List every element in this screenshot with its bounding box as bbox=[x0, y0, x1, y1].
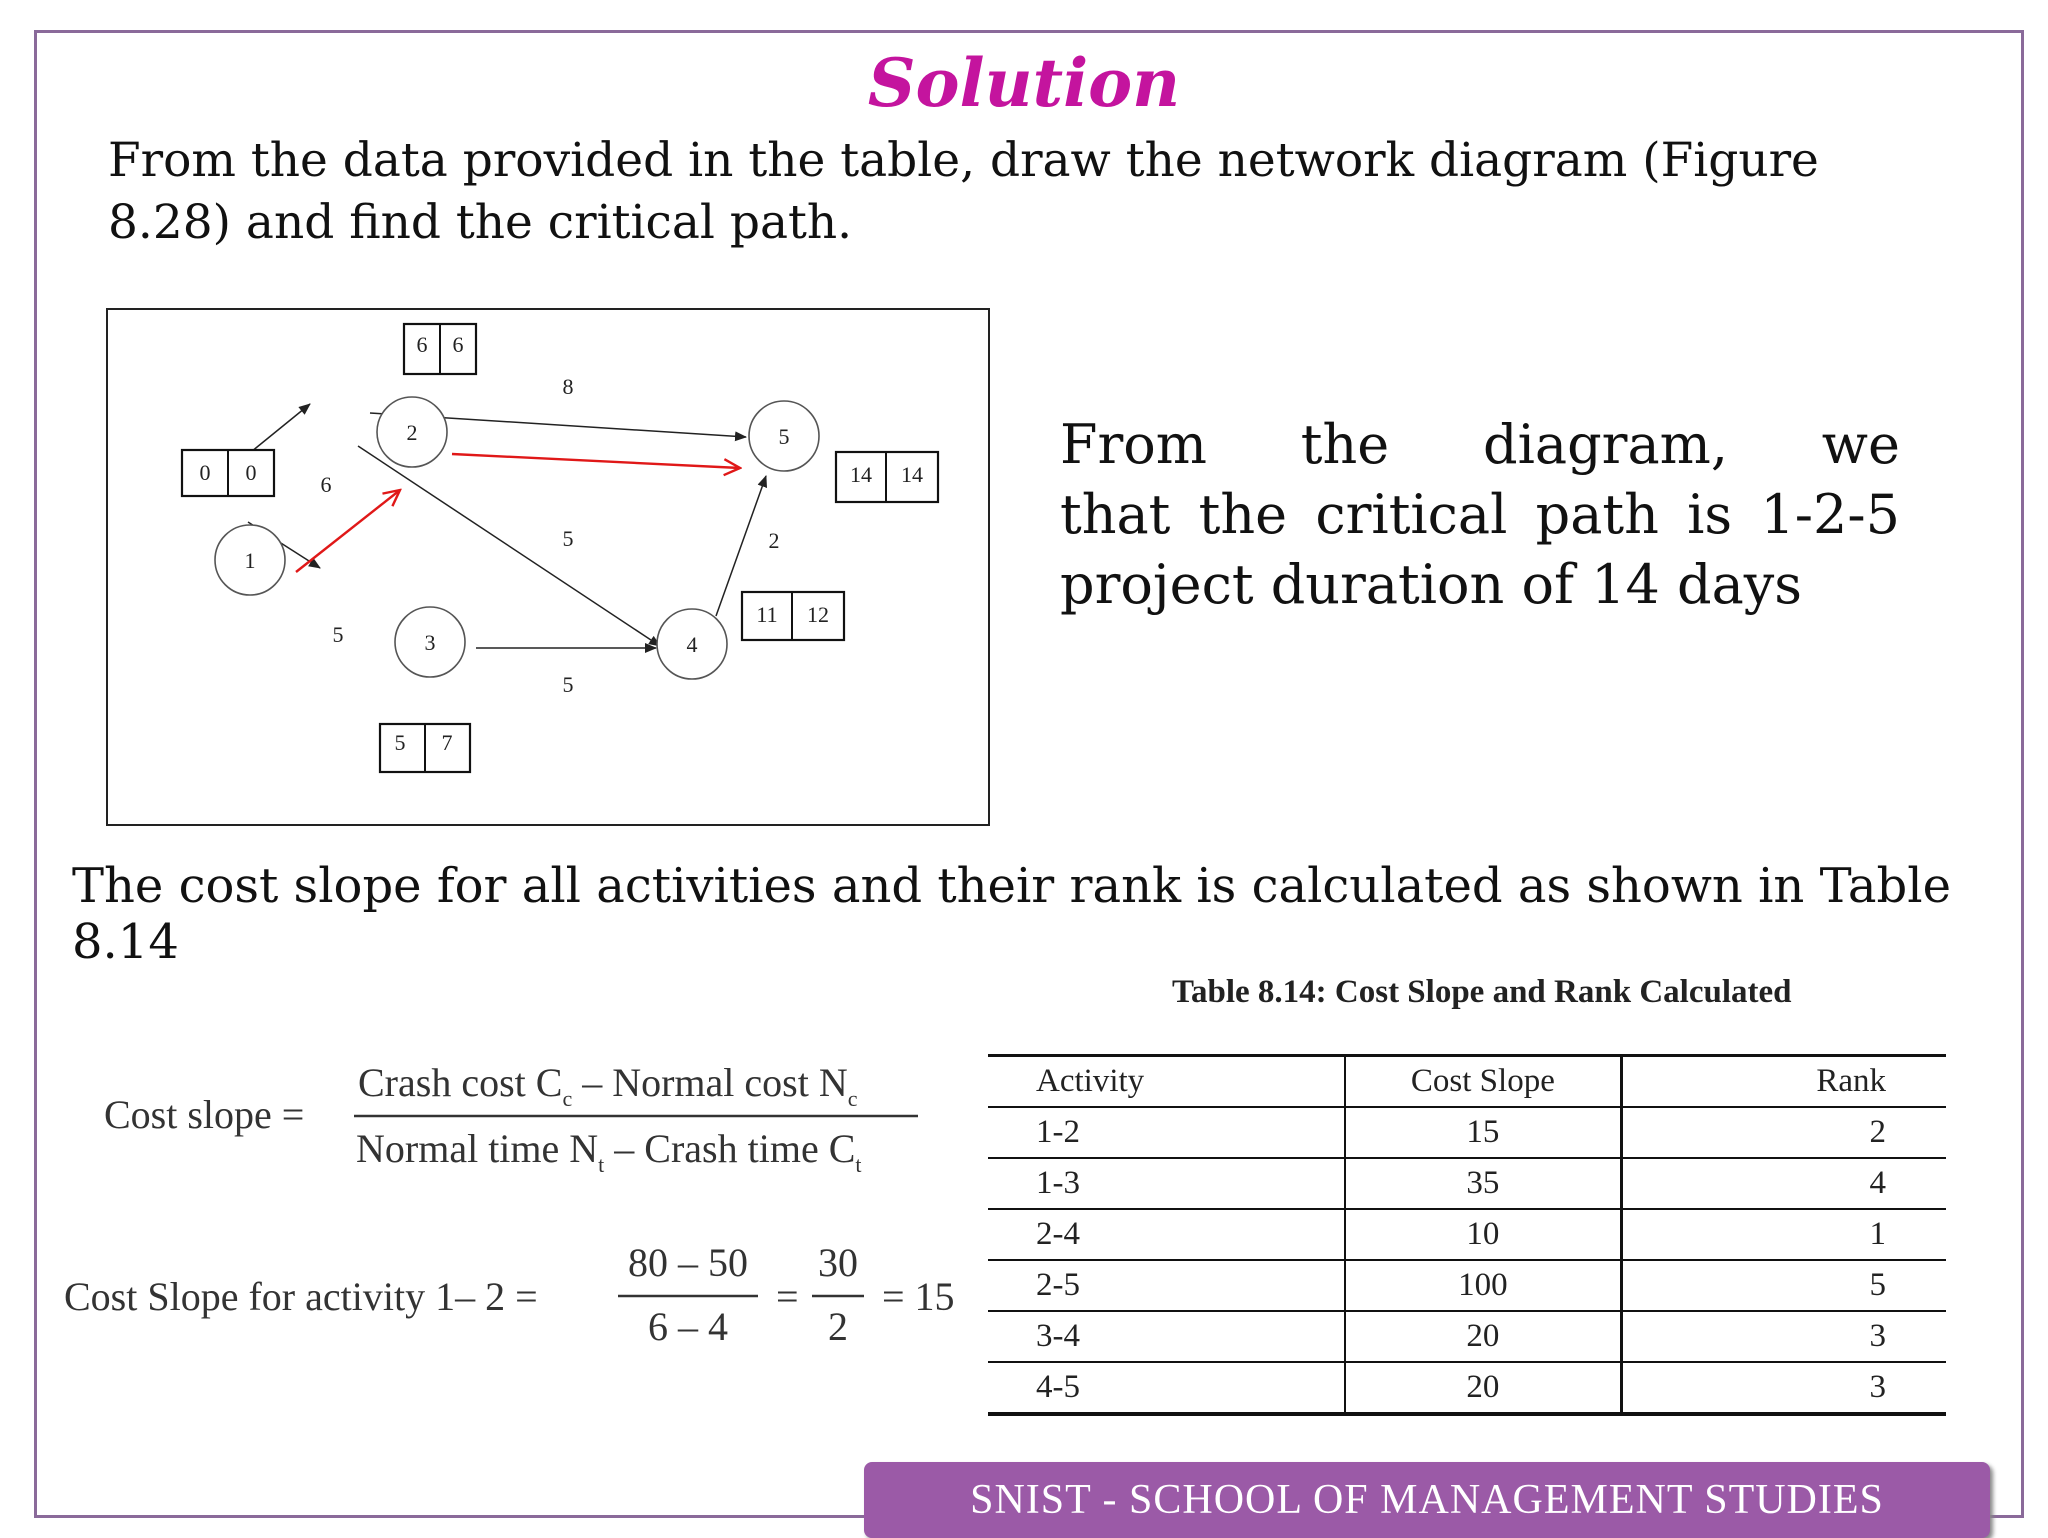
edge-3-4-duration: 5 bbox=[562, 672, 574, 697]
cost-slope-cell: 20 bbox=[1345, 1311, 1622, 1362]
example-denominator-2: 2 bbox=[828, 1304, 848, 1349]
timebox-node-1 bbox=[182, 450, 274, 496]
cost-slope-cell: 35 bbox=[1345, 1158, 1622, 1209]
node-1-earliest: 0 bbox=[199, 460, 211, 485]
cost-slope-table bbox=[988, 1054, 1946, 1416]
rank-cell: 3 bbox=[1621, 1311, 1946, 1362]
table-row bbox=[988, 1311, 1946, 1362]
table-header-row bbox=[988, 1056, 1946, 1108]
activity-cell: 2-5 bbox=[988, 1260, 1345, 1311]
header-activity: Activity bbox=[988, 1056, 1345, 1108]
footer-banner: SNIST - SCHOOL OF MANAGEMENT STUDIES bbox=[864, 1462, 1990, 1538]
activity-cell: 2-4 bbox=[988, 1209, 1345, 1260]
critical-arrow-1-2 bbox=[296, 490, 400, 572]
edge-2-4 bbox=[358, 446, 660, 646]
node-1-label: 1 bbox=[244, 548, 256, 573]
rank-cell: 5 bbox=[1621, 1260, 1946, 1311]
edge-1-3-duration: 5 bbox=[332, 622, 344, 647]
observation-line-3: project duration of 14 days bbox=[1060, 553, 1802, 616]
rank-cell: 1 bbox=[1621, 1209, 1946, 1260]
example-equals: = bbox=[776, 1274, 799, 1319]
timebox-node-5 bbox=[836, 452, 938, 502]
table-caption: Table 8.14: Cost Slope and Rank Calculated bbox=[1172, 974, 1792, 1010]
example-lhs: Cost Slope for activity 1– 2 = bbox=[64, 1274, 538, 1319]
node-1-latest: 0 bbox=[245, 460, 257, 485]
formula-lhs: Cost slope = bbox=[104, 1092, 305, 1137]
node-5 bbox=[749, 401, 819, 471]
cost-slope-cell: 20 bbox=[1345, 1362, 1622, 1414]
rank-cell: 3 bbox=[1621, 1362, 1946, 1414]
timebox-node-2 bbox=[404, 324, 476, 374]
formula-numerator: Crash cost $C_c$ – Normal cost $N_c$ bbox=[358, 1060, 858, 1111]
node-1 bbox=[215, 525, 285, 595]
node-3-latest: 7 bbox=[441, 730, 453, 755]
node-3-earliest: 5 bbox=[394, 730, 406, 755]
table-row bbox=[988, 1209, 1946, 1260]
timebox-node-3 bbox=[380, 724, 470, 772]
example-result: = 15 bbox=[882, 1274, 955, 1319]
rank-cell: 2 bbox=[1621, 1107, 1946, 1158]
observation-line-1: From the diagram, we bbox=[1060, 413, 1900, 476]
activity-cell: 1-3 bbox=[988, 1158, 1345, 1209]
edge-4-5-duration: 2 bbox=[768, 528, 780, 553]
edge-1-2-duration: 6 bbox=[320, 472, 332, 497]
cost-slope-cell: 15 bbox=[1345, 1107, 1622, 1158]
node-2-label: 2 bbox=[406, 420, 418, 445]
table-row bbox=[988, 1107, 1946, 1158]
cost-slope-cell: 10 bbox=[1345, 1209, 1622, 1260]
formula-fraction bbox=[354, 1060, 918, 1177]
observation-line-2: that the critical path is 1-2-5 bbox=[1060, 483, 1900, 546]
node-2 bbox=[377, 397, 447, 467]
edge-1-2 bbox=[246, 404, 310, 456]
formula-denominator: Normal time $N_t$ – Crash time $C_t$ bbox=[356, 1126, 862, 1177]
example-fraction-1 bbox=[618, 1240, 758, 1349]
edge-2-5-duration: 8 bbox=[562, 374, 574, 399]
header-rank: Rank bbox=[1621, 1056, 1946, 1108]
activity-cell: 3-4 bbox=[988, 1311, 1345, 1362]
node-4-earliest: 11 bbox=[756, 602, 778, 627]
cost-slope-intro: The cost slope for all activities and their rank is calculated as shown in Table 8.14 bbox=[72, 858, 1951, 970]
activity-cell: 4-5 bbox=[988, 1362, 1345, 1414]
example-fraction-2 bbox=[812, 1240, 864, 1349]
intro-text: From the data provided in the table, draw the network diagram (Figure 8.28) and find the critical path. bbox=[108, 133, 1819, 250]
table-row bbox=[988, 1260, 1946, 1311]
slide-title: Solution bbox=[867, 44, 1181, 122]
table-row bbox=[988, 1158, 1946, 1209]
node-2-latest: 6 bbox=[452, 332, 464, 357]
example-numerator-1: 80 – 50 bbox=[628, 1240, 748, 1285]
node-4-label: 4 bbox=[686, 632, 698, 657]
node-3 bbox=[395, 607, 465, 677]
node-3-label: 3 bbox=[424, 630, 436, 655]
node-2-earliest: 6 bbox=[416, 332, 428, 357]
activity-cell: 1-2 bbox=[988, 1107, 1345, 1158]
critical-arrow-2-5 bbox=[452, 454, 740, 468]
node-5-label: 5 bbox=[778, 424, 790, 449]
cost-slope-formulas bbox=[56, 1040, 986, 1380]
table-row bbox=[988, 1362, 1946, 1414]
edge-2-4-duration: 5 bbox=[562, 526, 574, 551]
cost-slope-cell: 100 bbox=[1345, 1260, 1622, 1311]
header-cost-slope: Cost Slope bbox=[1345, 1056, 1622, 1108]
example-numerator-2: 30 bbox=[818, 1240, 858, 1285]
node-4-latest: 12 bbox=[807, 602, 829, 627]
network-diagram bbox=[106, 308, 990, 826]
example-denominator-1: 6 – 4 bbox=[648, 1304, 728, 1349]
rank-cell: 4 bbox=[1621, 1158, 1946, 1209]
node-4 bbox=[657, 609, 727, 679]
observation-text bbox=[1060, 410, 1900, 620]
timebox-node-4 bbox=[742, 592, 844, 640]
node-5-earliest: 14 bbox=[850, 462, 872, 487]
node-5-latest: 14 bbox=[901, 462, 923, 487]
